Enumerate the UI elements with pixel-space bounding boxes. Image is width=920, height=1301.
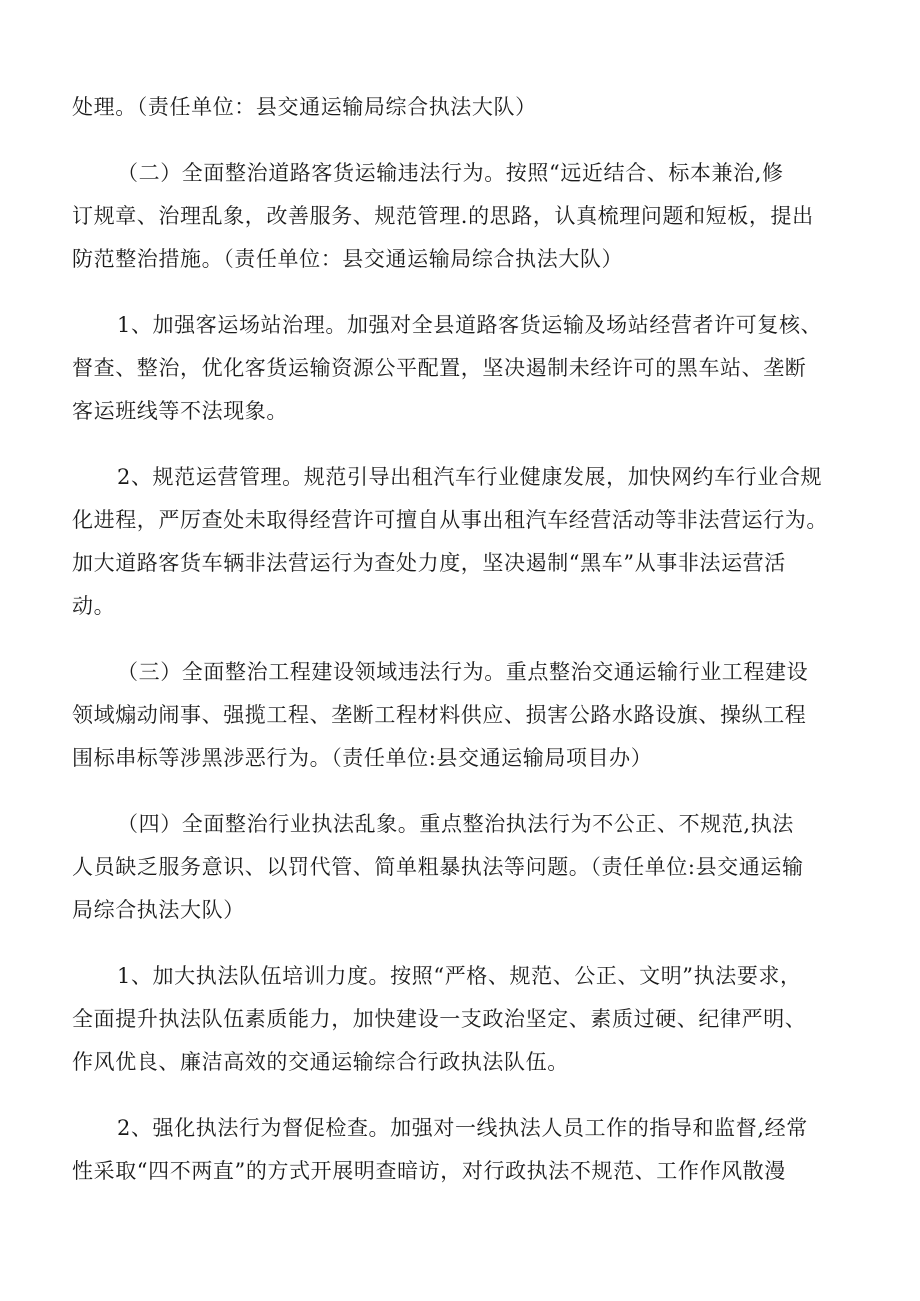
text-line-6: 督查、整治，优化客货运输资源公平配置，坚决遏制未经许可的黑车站、垄断	[72, 356, 807, 380]
text-line-20: 作风优良、廉洁高效的交通运输综合行政执法队伍。	[72, 1050, 569, 1074]
text-line-4: 防范整治措施。（责任单位：县交通运输局综合执法大队）	[72, 247, 624, 271]
text-line-14: 围标串标等涉黑涉恶行为。（责任单位:县交通运输局项目办）	[72, 746, 653, 770]
text-line-5: 1、加强客运场站治理。加强对全县道路客货运输及场站经营者许可复核、	[117, 313, 823, 337]
text-line-8: 2、规范运营管理。规范引导出租汽车行业健康发展，加快网约车行业合规	[117, 465, 823, 489]
text-line-13: 领域煽动闹事、强揽工程、垄断工程材料供应、损害公路水路设旗、操纵工程	[72, 703, 807, 727]
text-line-7: 客运班线等不法现象。	[72, 399, 288, 423]
text-line-1: 处理。（责任单位：县交通运输局综合执法大队）	[72, 95, 537, 119]
text-line-19: 全面提升执法队伍素质能力，加快建设一支政治坚定、素质过硬、纪律严明、	[72, 1007, 807, 1031]
text-line-3: 订规章、治理乱象，改善服务、规范管理.的思路，认真梳理问题和短板，提出	[72, 204, 814, 228]
text-line-11: 动。	[72, 594, 116, 618]
text-line-2: （二）全面整治道路客货运输违法行为。按照“远近结合、标本兼治,修	[117, 161, 784, 185]
text-line-15: （四）全面整治行业执法乱象。重点整治执法行为不公正、不规范,执法	[117, 812, 794, 836]
text-line-22: 性采取“四不两直”的方式开展明查暗访，对行政执法不规范、工作作风散漫	[72, 1159, 786, 1183]
text-line-10: 加大道路客货车辆非法营运行为查处力度，坚决遏制“黑车”从事非法运营活	[72, 551, 786, 575]
text-line-9: 化进程，严厉查处未取得经营许可擅自从事出租汽车经营活动等非法营运行为。	[72, 508, 828, 532]
text-line-21: 2、强化执法行为督促检查。加强对一线执法人员工作的指导和监督,经常	[117, 1116, 808, 1140]
text-line-16: 人员缺乏服务意识、以罚代管、简单粗暴执法等问题。（责任单位:县交通运输	[72, 855, 804, 879]
text-line-18: 1、加大执法队伍培训力度。按照“严格、规范、公正、文明”执法要求，	[117, 964, 802, 988]
text-line-12: （三）全面整治工程建设领域违法行为。重点整治交通运输行业工程建设	[117, 660, 809, 684]
text-line-17: 局综合执法大队）	[72, 898, 245, 922]
